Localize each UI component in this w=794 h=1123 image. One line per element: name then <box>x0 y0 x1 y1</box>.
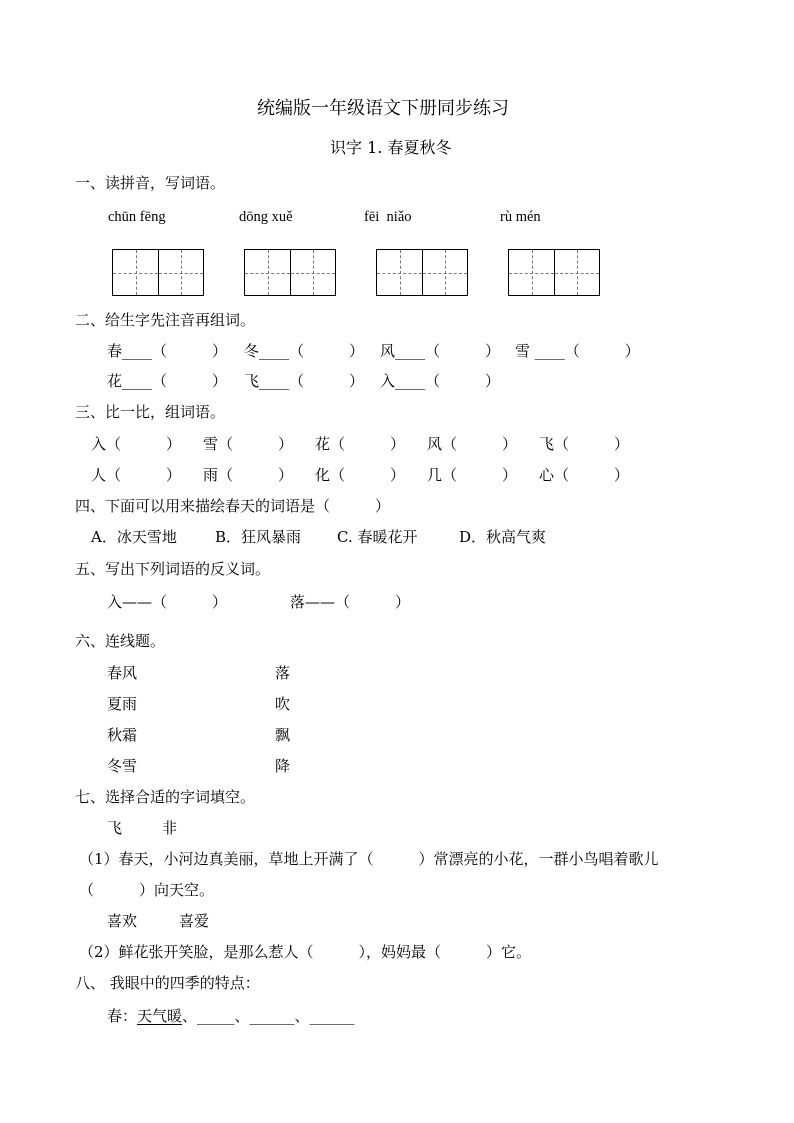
q1-pinyin-4: rù mén <box>500 209 541 225</box>
q6-right-2[interactable]: 吹 <box>275 695 291 713</box>
q2-item-feng[interactable]: 风____（ ） <box>380 342 501 360</box>
page-title: 统编版一年级语文下册同步练习 <box>257 98 509 119</box>
q3-item-2-4[interactable]: 几（ ） <box>427 466 518 484</box>
q4-heading: 四、下面可以用来描绘春天的词语是（ ） <box>75 497 391 515</box>
writing-grid-4[interactable] <box>508 249 600 296</box>
q2-item-dong[interactable]: 冬____（ ） <box>244 342 365 360</box>
q7-choice-fei2: 非 <box>162 819 178 837</box>
writing-grid-1[interactable] <box>112 249 204 296</box>
q6-right-3[interactable]: 飘 <box>275 726 291 744</box>
q8-example-answer: 天气暖 <box>137 1007 183 1025</box>
q6-left-4[interactable]: 冬雪 <box>107 757 138 775</box>
q3-item-1-5[interactable]: 飞（ ） <box>539 435 630 453</box>
q7-sentence-1-line-2[interactable]: （ ）向天空。 <box>79 881 215 899</box>
q4-option-c[interactable]: C. 春暖花开 <box>337 528 418 546</box>
q5-item-luo[interactable]: 落——（ ） <box>290 593 411 611</box>
q4-option-b[interactable]: B．狂风暴雨 <box>215 528 302 546</box>
q3-item-2-3[interactable]: 化（ ） <box>315 466 406 484</box>
q2-item-hua[interactable]: 花____（ ） <box>107 372 228 390</box>
q3-item-1-4[interactable]: 风（ ） <box>427 435 518 453</box>
q6-right-1[interactable]: 落 <box>275 664 291 682</box>
q4-option-d[interactable]: D．秋高气爽 <box>459 528 547 546</box>
q3-item-1-2[interactable]: 雪（ ） <box>203 435 294 453</box>
q7-choice-xihuan: 喜欢 <box>107 912 138 930</box>
q7-sentence-1-line-1[interactable]: （1）春天，小河边真美丽，草地上开满了（ ）常漂亮的小花，一群小鸟唱着歌儿 <box>79 850 659 868</box>
q6-left-3[interactable]: 秋霜 <box>107 726 138 744</box>
q7-choice-xiai: 喜爱 <box>179 912 210 930</box>
q7-heading: 七、选择合适的字词填空。 <box>75 788 256 806</box>
q6-left-2[interactable]: 夏雨 <box>107 695 138 713</box>
q2-item-fei[interactable]: 飞____（ ） <box>244 372 365 390</box>
q1-pinyin-1: chūn fēng <box>108 209 166 225</box>
q3-item-2-5[interactable]: 心（ ） <box>539 466 630 484</box>
q8-spring-prefix: 春： <box>107 1007 138 1025</box>
q8-spring-line[interactable] <box>107 1006 355 1026</box>
q1-pinyin-3: fēi niǎo <box>364 209 412 225</box>
page-subtitle: 识字 1. 春夏秋冬 <box>330 138 452 157</box>
q4-option-a[interactable]: A．冰天雪地 <box>91 528 177 546</box>
q5-heading: 五、写出下列词语的反义词。 <box>75 560 271 578</box>
q1-heading: 一、读拼音，写词语。 <box>75 174 226 192</box>
q6-heading: 六、连线题。 <box>75 632 166 650</box>
q5-item-ru[interactable]: 入——（ ） <box>107 593 228 611</box>
q7-choice-fei1: 飞 <box>107 819 123 837</box>
writing-grid-3[interactable] <box>376 249 468 296</box>
q2-heading: 二、给生字先注音再组词。 <box>75 311 256 329</box>
q1-pinyin-2: dōng xuě <box>239 209 293 225</box>
q2-item-ru[interactable]: 入____（ ） <box>380 372 501 390</box>
q3-item-2-1[interactable]: 人（ ） <box>91 466 182 484</box>
q7-sentence-2[interactable]: （2）鲜花张开笑脸，是那么惹人（ ），妈妈最（ ）它。 <box>79 943 532 961</box>
q2-item-chun[interactable]: 春____（ ） <box>107 342 228 360</box>
q6-right-4[interactable]: 降 <box>275 757 291 775</box>
q3-heading: 三、比一比，组词语。 <box>75 403 226 421</box>
q8-answer-blanks[interactable]: 、_____、______、______ <box>182 1007 355 1025</box>
q2-item-xue[interactable]: 雪 ____（ ） <box>515 342 640 360</box>
writing-grid-2[interactable] <box>244 249 336 296</box>
q6-left-1[interactable]: 春风 <box>107 664 138 682</box>
q3-item-2-2[interactable]: 雨（ ） <box>203 466 294 484</box>
q3-item-1-3[interactable]: 花（ ） <box>315 435 406 453</box>
q8-heading: 八、 我眼中的四季的特点： <box>75 974 260 992</box>
q3-item-1-1[interactable]: 入（ ） <box>91 435 182 453</box>
